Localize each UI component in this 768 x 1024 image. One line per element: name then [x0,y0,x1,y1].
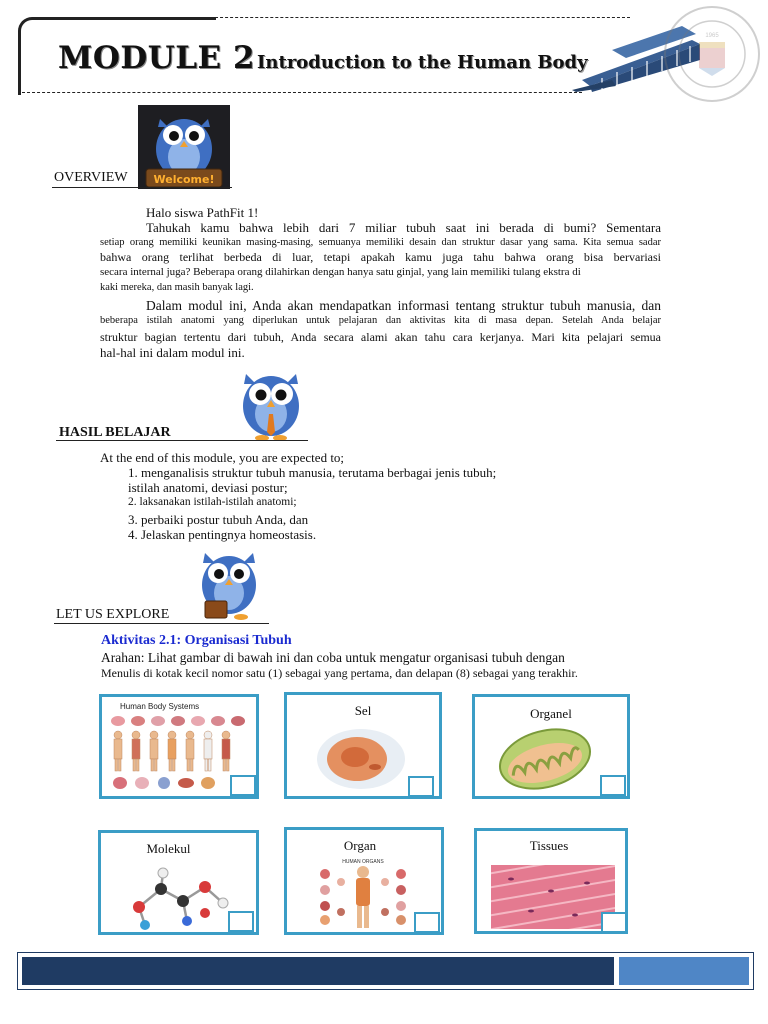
activity-title: Aktivitas 2.1: Organisasi Tubuh [101,633,292,648]
outcome-item: 2. laksanakan istilah-istilah anatomi; [128,496,297,508]
cell-image [311,723,411,791]
answer-box[interactable] [600,775,626,796]
card-molekul [98,830,259,935]
organ-image-caption: HUMAN ORGANS [342,859,384,865]
card-label-organ: Organ [343,838,377,853]
hasil-underline [56,440,308,441]
outcome-item: istilah anatomi, deviasi postur; [128,480,288,495]
owl-with-briefcase-illustration [193,545,265,621]
explore-heading: LET US EXPLORE [56,607,170,622]
answer-box[interactable] [408,776,434,797]
module-subtitle: Introduction to the Human Body [257,52,588,73]
hasil-heading: HASIL BELAJAR [59,425,171,440]
body-systems-caption: Human Body Systems [120,702,200,711]
overview-line-5: kaki mereka, dan masih banyak lagi. [100,282,254,293]
overview-underline [52,187,232,188]
header-dashed-line-top [210,17,630,18]
header-dashed-line-bottom [22,92,582,93]
overview-line-8: struktur bagian tertentu dari tubuh, Anda secara alami akan tahu cara kerjanya. Mari kita pelajari semua [100,330,661,344]
answer-box[interactable] [601,912,627,933]
card-organel [472,694,630,799]
outcome-item: 1. menganalisis struktur tubuh manusia, terutama berbagai jenis tubuh; [128,465,497,480]
mitochondria-image [495,723,595,791]
learning-outcomes [100,450,496,542]
overview-line-2: setiap orang memiliki keunikan masing-masing, semuanya memiliki desain dan struktur dasar yang sama. Kita semua sadar [100,237,661,248]
tissue-image [491,865,615,929]
footer-bar [17,952,754,990]
footer-dark-segment [22,957,614,985]
overview-text [100,205,661,360]
card-tissues [474,828,628,934]
molecule-image [125,867,235,931]
answer-box[interactable] [230,775,256,796]
answer-box[interactable] [414,912,440,933]
card-organ [284,827,444,935]
footer-light-segment [619,957,749,985]
overview-line-3: bahwa orang terlihat berbeda di luar, tetapi apakah kamu juga tahu bahwa orang bisa bervariasi [100,250,661,264]
answer-box[interactable] [228,911,254,932]
card-label-organel: Organel [530,706,572,721]
overview-line-1: Tahukah kamu bahwa lebih dari 7 miliar tubuh saat ini berada di bumi? Sementara [146,220,661,235]
overview-heading: OVERVIEW [54,170,128,185]
welcome-badge-text: Welcome! [153,173,215,186]
university-seal-icon [662,4,762,104]
human-organs-image [313,856,413,930]
card-label-tissues: Tissues [529,838,569,853]
card-label-sel: Sel [354,703,372,718]
card-sel [284,692,442,799]
owl-illustration [236,362,306,442]
activity-instruction-1: Arahan: Lihat gambar di bawah ini dan coba untuk mengatur organisasi tubuh dengan [101,650,565,665]
overview-line-6: Dalam modul ini, Anda akan mendapatkan informasi tentang struktur tubuh manusia, dan [146,298,661,313]
overview-line-4: secara internal juga? Beberapa orang dilahirkan dengan hanya satu ginjal, yang lain memiliki tulang ekstra di [100,266,581,278]
welcome-owl-illustration [138,105,230,189]
card-body-systems [99,694,259,799]
overview-line-7: beberapa istilah anatomi yang diperlukan untuk pelajaran dan aktivitas kita di masa depan. Setelah Anda belajar [100,315,661,326]
explore-underline [54,623,269,624]
greeting: Halo siswa PathFit 1! [146,205,259,220]
seal-year: 1965 [705,33,719,39]
outcomes-intro: At the end of this module, you are expected to; [100,450,345,465]
card-label-molekul: Molekul [146,841,191,856]
module-title: MODULE 2 [58,40,256,76]
outcome-item: 4. Jelaskan pentingnya homeostasis. [128,527,317,542]
overview-line-9: hal-hal ini dalam modul ini. [100,345,245,360]
outcome-item: 3. perbaiki postur tubuh Anda, dan [128,512,309,527]
activity-instruction-2: Menulis di kotak kecil nomor satu (1) sebagai yang pertama, dan delapan (8) sebagai yang terakhir. [101,666,578,680]
